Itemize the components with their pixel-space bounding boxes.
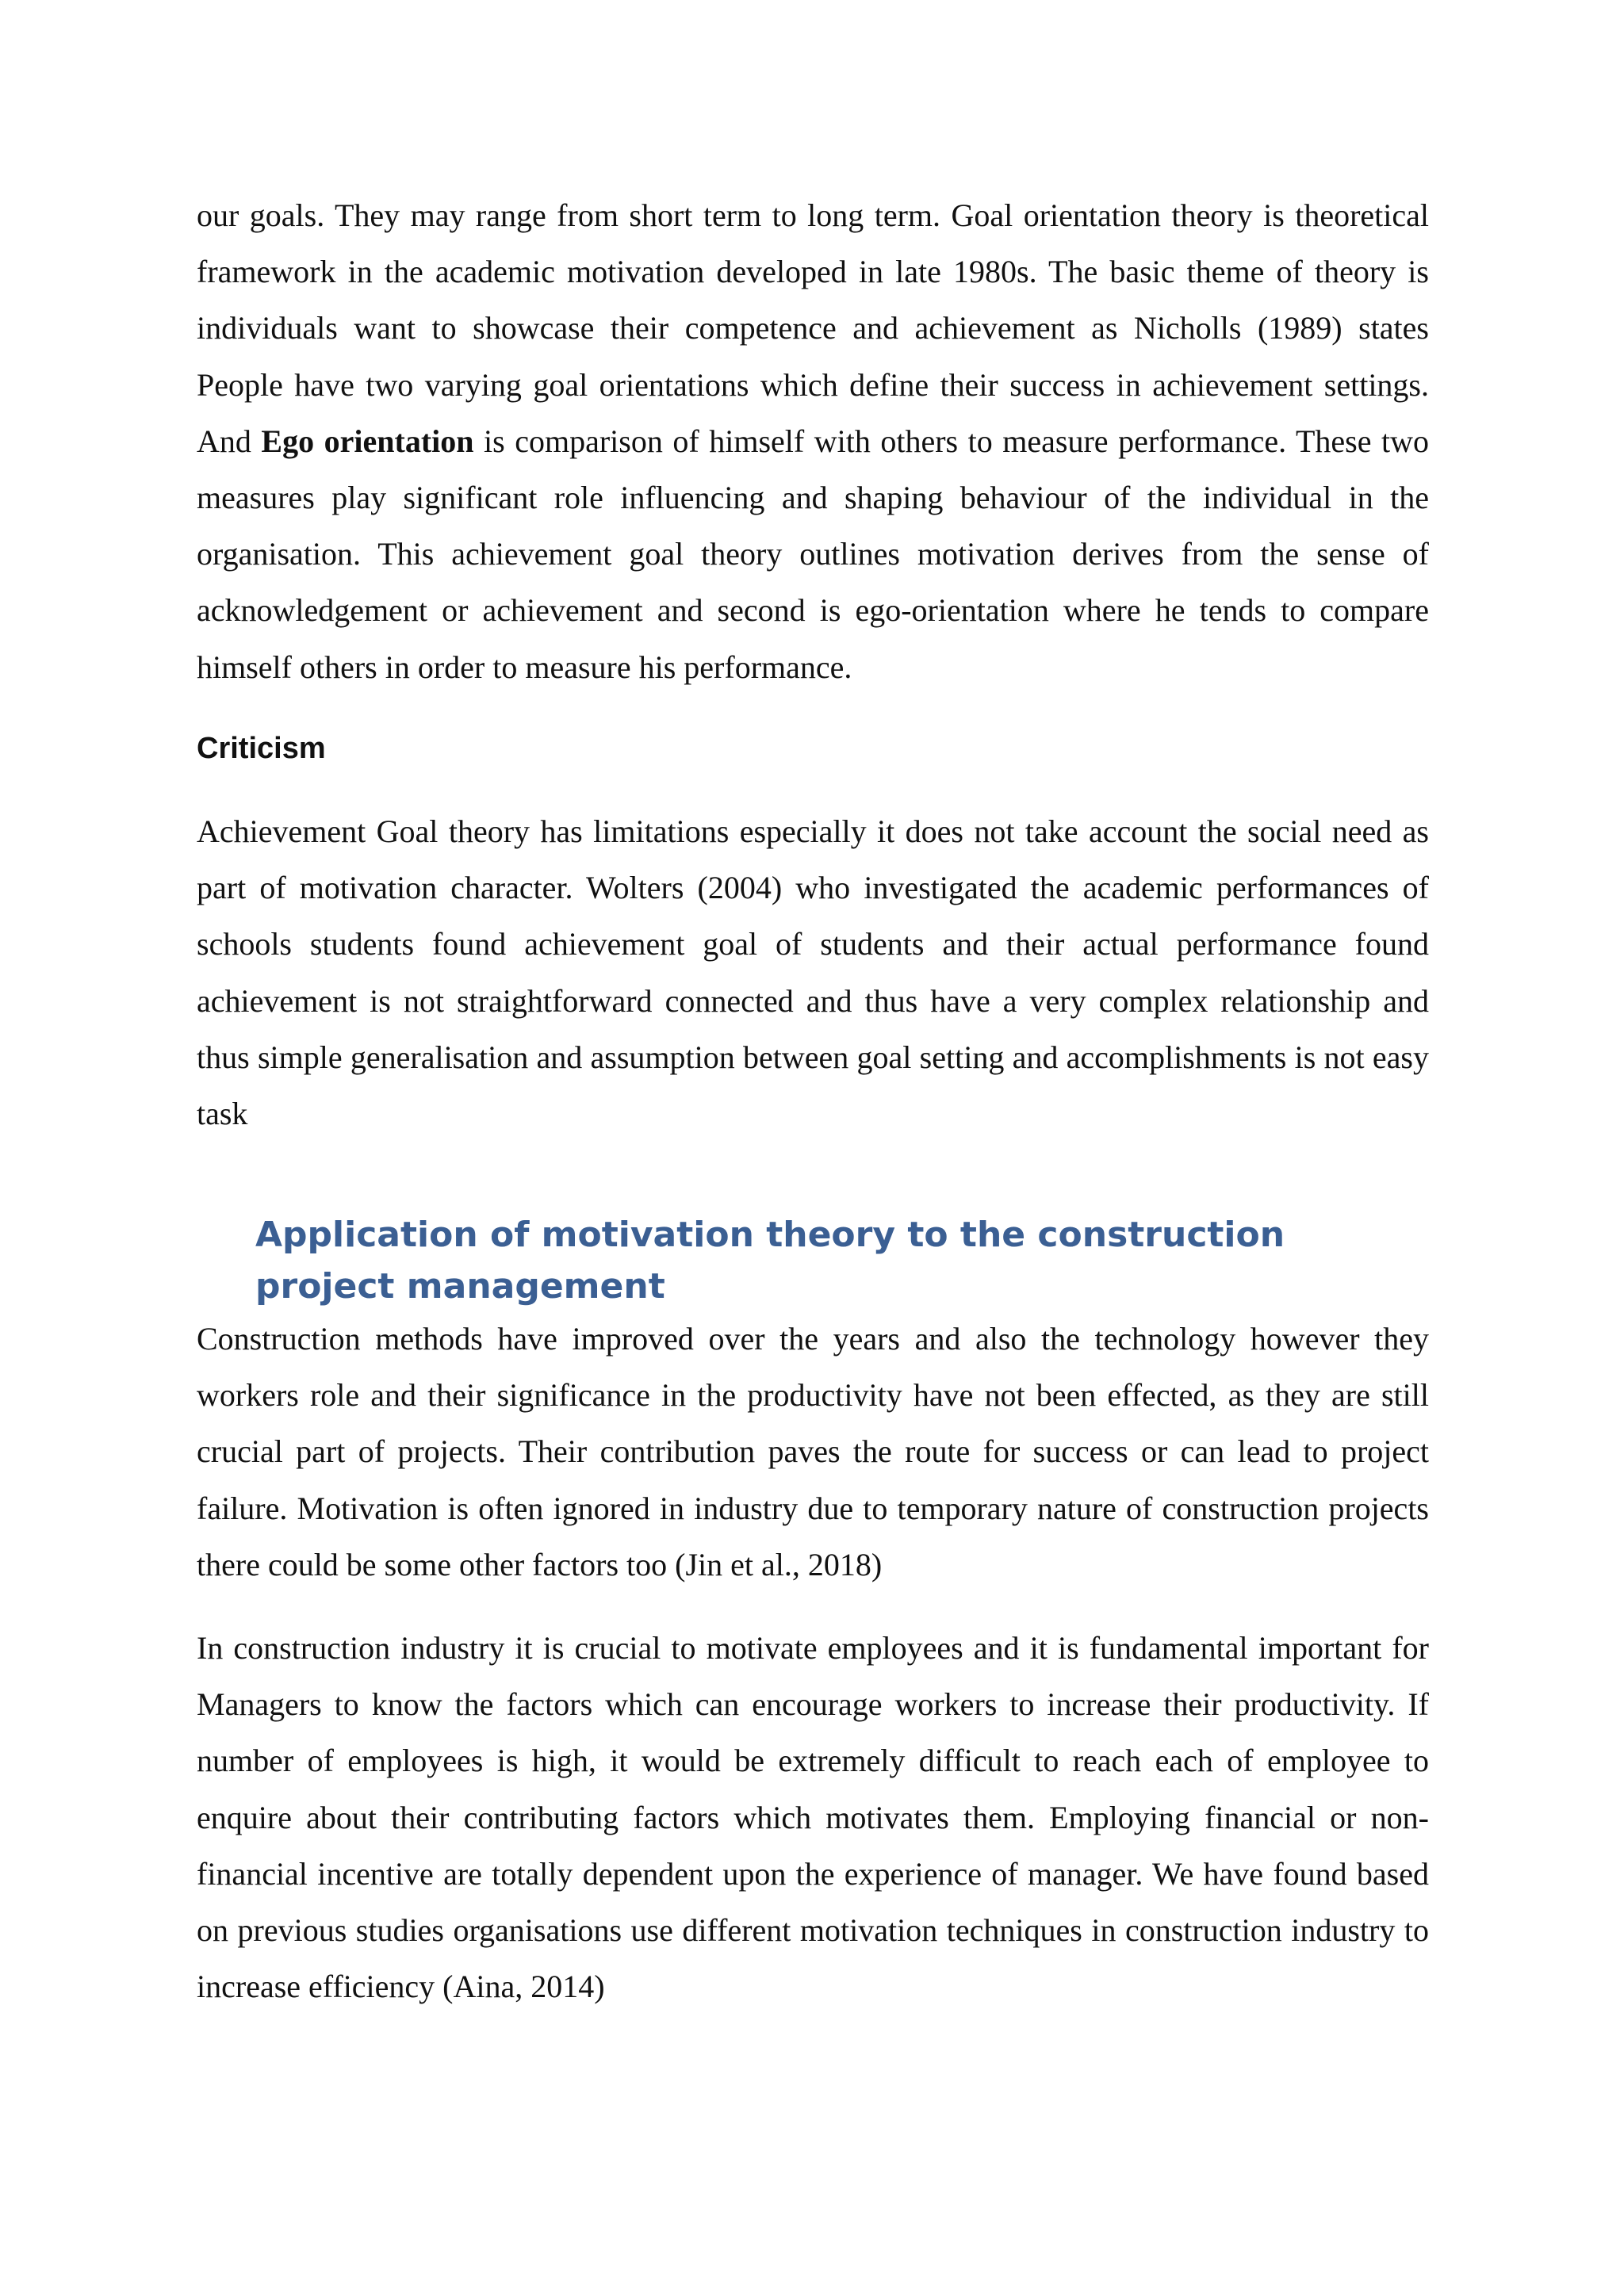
criticism-heading: Criticism (197, 732, 326, 765)
paragraph-construction-industry: In construction industry it is crucial to motivate employees and it is fundamental important for Managers to know the factors which can encourage workers to increase their productivity. If number of employees is high, it would be extremely difficult to reach each of employee to enquire about their contributing factors which motivates them. Employing financial or non-financial incentive are totally dependent upon the experience of manager. We have found based on previous studies organisations use different motivation techniques in construction industry to increase efficiency (Aina, 2014) (197, 1630, 1429, 2005)
paragraph-text: is comparison of himself with others to measure performance. These two measures play significant role influencing and shaping behaviour of the individual in the organisation. This achievement goal theory outlines motivation derives from the sense of acknowledgement or achievement and second is ego-orientation where he tends to compare himself others in order to measure his performance. (197, 423, 1430, 685)
paragraph-criticism: Achievement Goal theory has limitations especially it does not take account the social need as part of motivation character. Wolters (2004) who investigated the academic performances of schools students found achievement goal of students and their actual performance found achievement is not straightforward connected and thus have a very complex relationship and thus simple generalisation and assumption between goal setting and accomplishments is not easy task (197, 813, 1429, 1132)
paragraph-text: our goals. They may range from short term to long term. Goal orientation theory is theoretical framework in the academic motivation developed in late 1980s. The basic theme of theory is individuals want to showcase their competence and achievement as Nicholls (1989) states People have two varying goal orientations which define their success in achievement settings. And (197, 197, 1429, 459)
paragraph-construction-methods: Construction methods have improved over the years and also the technology however they workers role and their significance in the productivity have not been effected, as they are still crucial part of projects. Their contribution paves the route for success or can lead to project failure. Motivation is often ignored in industry due to temporary nature of construction projects there could be some other factors too (Jin et al., 2018) (197, 1321, 1429, 1582)
bold-term-ego-orientation: Ego orientation (261, 423, 474, 459)
paragraph-goal-orientation (197, 187, 1429, 695)
section-heading: Application of motivation theory to the construction project management (255, 1215, 1285, 1307)
